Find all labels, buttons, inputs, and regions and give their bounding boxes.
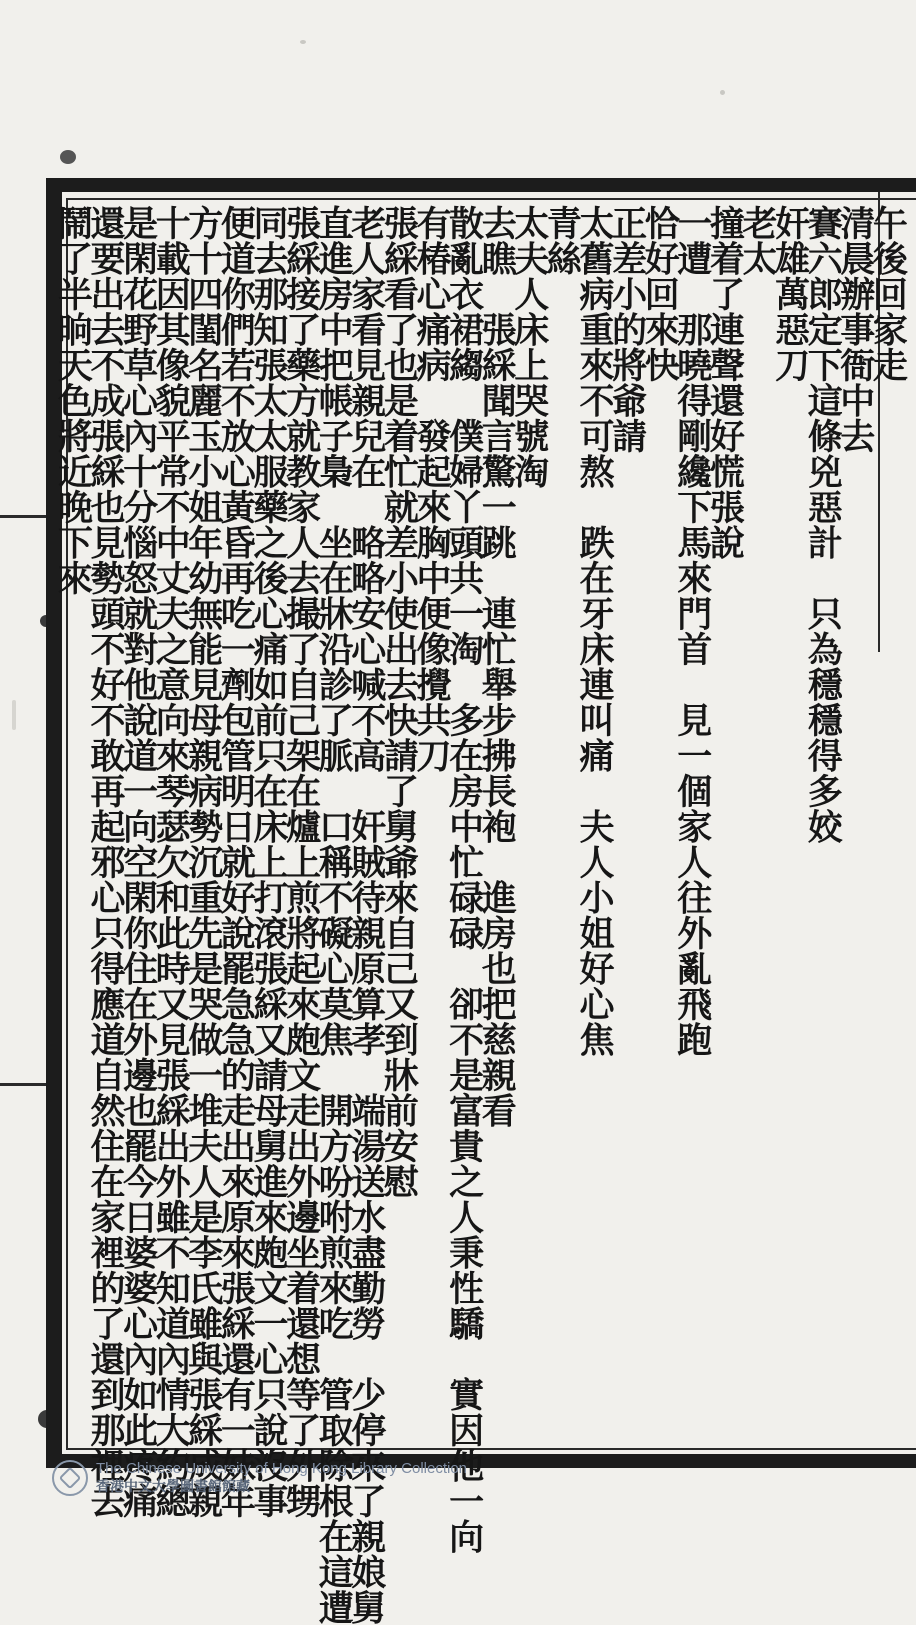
binding-mark: [0, 1083, 48, 1086]
text-column: 直進房中把帳子梟 坐在牀沿診了脈 口稱不礙心莫焦 開方吩咐煎來吃 管取除根在這遭: [313, 205, 355, 1625]
text-column: 是閑花野草心內十分惱怒就對他說道一向空閑你住在外邊也罷今日婆婆心內如此疼痛: [117, 205, 159, 1519]
paper-speck: [720, 90, 725, 95]
watermark-text: [96, 1460, 467, 1496]
text-column: 正差小的將爺請: [606, 205, 648, 454]
text-column: 老人家看見親兒在 略略安心喊不高 奸賊待親原算孝 端湯送水盡勤勞 少停來了親娘舅: [345, 205, 387, 1625]
text-column: 鬧了半晌天色將近晚下來: [52, 205, 94, 596]
text-column: 青絲: [541, 205, 583, 276]
text-column: 散亂衣裙縐 僕婦丫頭共一淘 多在房中忙碌碌 卻不是富貴之人秉性驕 實因他一向: [443, 205, 485, 1554]
text-column: 奸雄萬惡刀: [769, 205, 811, 383]
binding-mark: [0, 515, 48, 518]
paper-speck: [300, 40, 306, 44]
text-column: 太舊病重來不可熬 跌在牙床連叫痛 夫人小姐好心焦: [574, 205, 615, 1057]
text-column: 恰好回來快: [639, 205, 681, 383]
text-column: 賽六郎定下這條兇惡計 只為穩穩得多姣: [802, 205, 844, 844]
library-watermark: [52, 1458, 467, 1498]
text-column: 清晨辦事衙中去: [834, 205, 876, 454]
text-column: 張綵接了藥方就教家人去撮了自己架在爐上煎將起來皰文走出外邊坐着還想等了外甥: [280, 205, 322, 1519]
text-column: 老太: [737, 205, 778, 276]
text-column: 午後回家走: [867, 205, 909, 383]
paper-speck: [12, 700, 16, 730]
library-logo-icon: [52, 1460, 88, 1496]
watermark-english: The Chinese University of Hong Kong Library Collection: [96, 1460, 468, 1477]
text-column: 一遭 那曉得剛纔下馬來門首 見一個家人往外亂飛跑: [671, 205, 713, 1057]
text-column: 有椿心痛病 發起來胸中便像攪共刀: [411, 205, 452, 773]
text-column: 十載因其像貌平常不中丈夫之意向來琴瑟欠和此時又見張綵出外雖不知道內情大約總: [150, 205, 192, 1519]
text-column: 方十四閨名麗玉小姐年幼無能見母親病勢沉重先是哭做一堆夫人是李氏雖與張綵成親: [182, 205, 224, 1519]
watermark-chinese: 香港中文大學圖書館館藏: [96, 1479, 250, 1495]
text-column: 還要出去不成張綵也見勢頭不好不敢再起邪心只得應道自然住在家裡的了還到那裡去: [85, 205, 126, 1519]
text-column: 撞着了連聲還好慌張說: [704, 205, 746, 560]
text-column: 同去那知張太太服藥之後心痛如前只在床上打滾張綵又請母舅進來皰文一心只說沒事: [248, 205, 289, 1519]
text-column: 便道你們若不放心黃昏再吃一劑包管明日就好說罷急急的走出來原來張綵還有一妹年: [215, 205, 257, 1519]
text-column: 太夫人床上哭號淘: [508, 205, 550, 489]
text-column: 張綵看了也是着忙就差小使出去快請了舅爺來自己又到牀前安慰: [378, 205, 420, 1199]
text-column: 去瞧 張綵聞言驚一跳 連忙舉步拂長袍 進房也把慈親看: [476, 205, 518, 1128]
paper-speck: [60, 150, 76, 164]
